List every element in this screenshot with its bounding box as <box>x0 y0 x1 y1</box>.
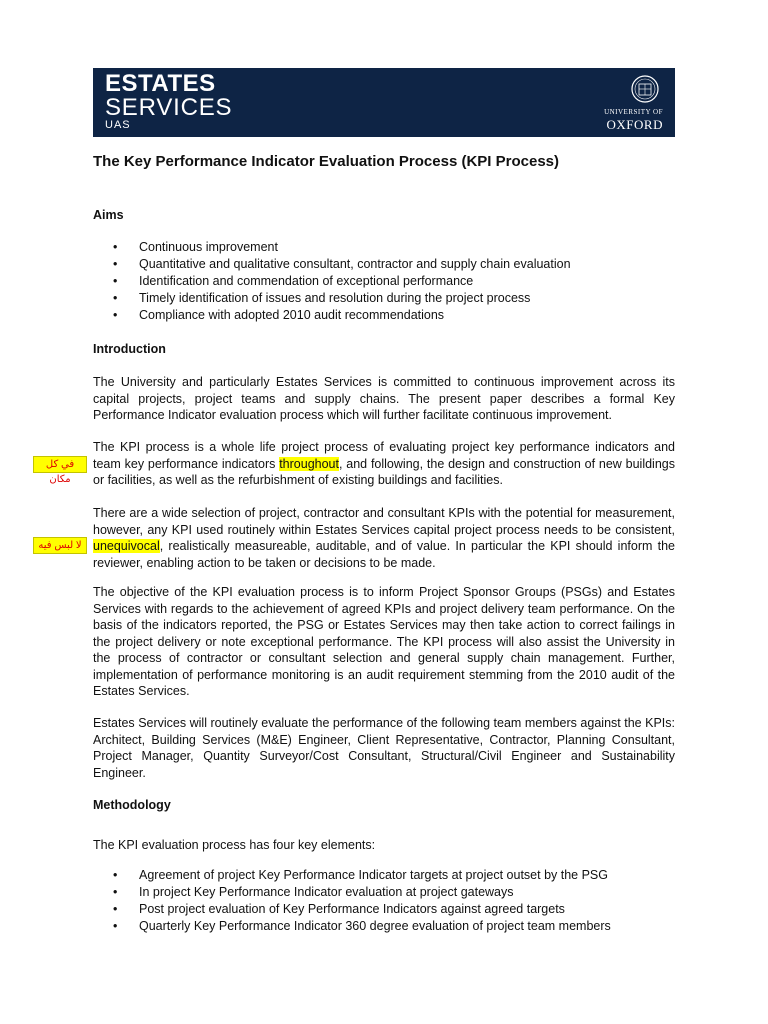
intro-paragraph-3 <box>93 505 675 571</box>
margin-annotation-2: لا لبس فيه <box>33 537 87 554</box>
intro-paragraph-4: The objective of the KPI evaluation process is to inform Project Sponsor Groups (PSGs) and Estates Services with regards to the achievement of agreed KPIs and project delivery team performance. On the basis of the indicators reported, the PSG or Estates Services may then take action to correct failings in the project delivery or note exceptional performance. The KPI process will also assist the University in the process of contractor or consultant selection and general supply chain management. Further, implementation of performance monitoring is an audit requirement stemming from the 2010 audit of the Estates Services. <box>93 585 675 698</box>
highlight-unequivocal: unequivocal <box>93 539 160 553</box>
list-item: • Agreement of project Key Performance Indicator targets at project outset by the PSG <box>93 867 675 884</box>
margin-annotation-1: في كل مكان <box>33 456 87 473</box>
list-item: • Compliance with adopted 2010 audit recommendations <box>93 307 675 324</box>
list-item: • Identification and commendation of exceptional performance <box>93 273 675 290</box>
text-span: , and following, the design and construction of new buildings or facilities, as well as the refurbishment of existing buildings and facilities. <box>93 456 675 487</box>
introduction-heading: Introduction <box>93 342 166 356</box>
brand-line-3: UAS <box>105 119 131 131</box>
list-item: • Quarterly Key Performance Indicator 360 degree evaluation of project team members <box>93 918 675 935</box>
brand-line-2: SERVICES <box>105 94 233 121</box>
intro-paragraph-1: The University and particularly Estates Services is committed to continuous improvement across its capital projects, project teams and supply chains. The present paper describes a formal Key Performance Indicator evaluation process which will further facilitate continuous improvement. <box>93 375 675 422</box>
aims-list <box>93 239 675 324</box>
highlight-throughout: throughout <box>279 456 339 471</box>
document-title: The Key Performance Indicator Evaluation Process (KPI Process) <box>93 153 559 170</box>
list-item: • Quantitative and qualitative consultant, contractor and supply chain evaluation <box>93 256 675 273</box>
intro-paragraph-2 <box>93 439 675 489</box>
header-banner <box>93 68 675 137</box>
list-item: • In project Key Performance Indicator evaluation at project gateways <box>93 884 675 901</box>
list-item: • Timely identification of issues and resolution during the project process <box>93 290 675 307</box>
list-item: • Post project evaluation of Key Performance Indicators against agreed targets <box>93 901 675 918</box>
aims-heading: Aims <box>93 208 124 222</box>
methodology-list <box>93 867 675 935</box>
intro-paragraph-5: Estates Services will routinely evaluate the performance of the following team members against the KPIs: Architect, Building Services (M&E) Engineer, Client Representative, Contractor, Planning Consultant, Project Manager, Quantity Surveyor/Cost Consultant, Structural/Civil Engineer and Sustainability Engineer. <box>93 716 675 780</box>
text-span: , realistically measureable, auditable, and of value. In particular the KPI should inform the reviewer, enabling action to be taken or decisions to be made. <box>93 539 675 570</box>
university-crest-icon <box>630 74 660 104</box>
brand-line-1: ESTATES <box>105 70 216 97</box>
list-item: • Continuous improvement <box>93 239 675 256</box>
university-label: UNIVERSITY OF <box>604 108 663 116</box>
text-span: There are a wide selection of project, contractor and consultant KPIs with the potential for measurement, however, any KPI used routinely within Estates Services capital project process needs to be consistent, <box>93 506 675 537</box>
text-span: The KPI process is a whole life project process of evaluating project key performance indicators and team key performance indicators <box>93 440 675 471</box>
methodology-intro: The KPI evaluation process has four key elements: <box>93 838 376 852</box>
methodology-heading: Methodology <box>93 798 171 812</box>
university-name: OXFORD <box>606 117 663 132</box>
